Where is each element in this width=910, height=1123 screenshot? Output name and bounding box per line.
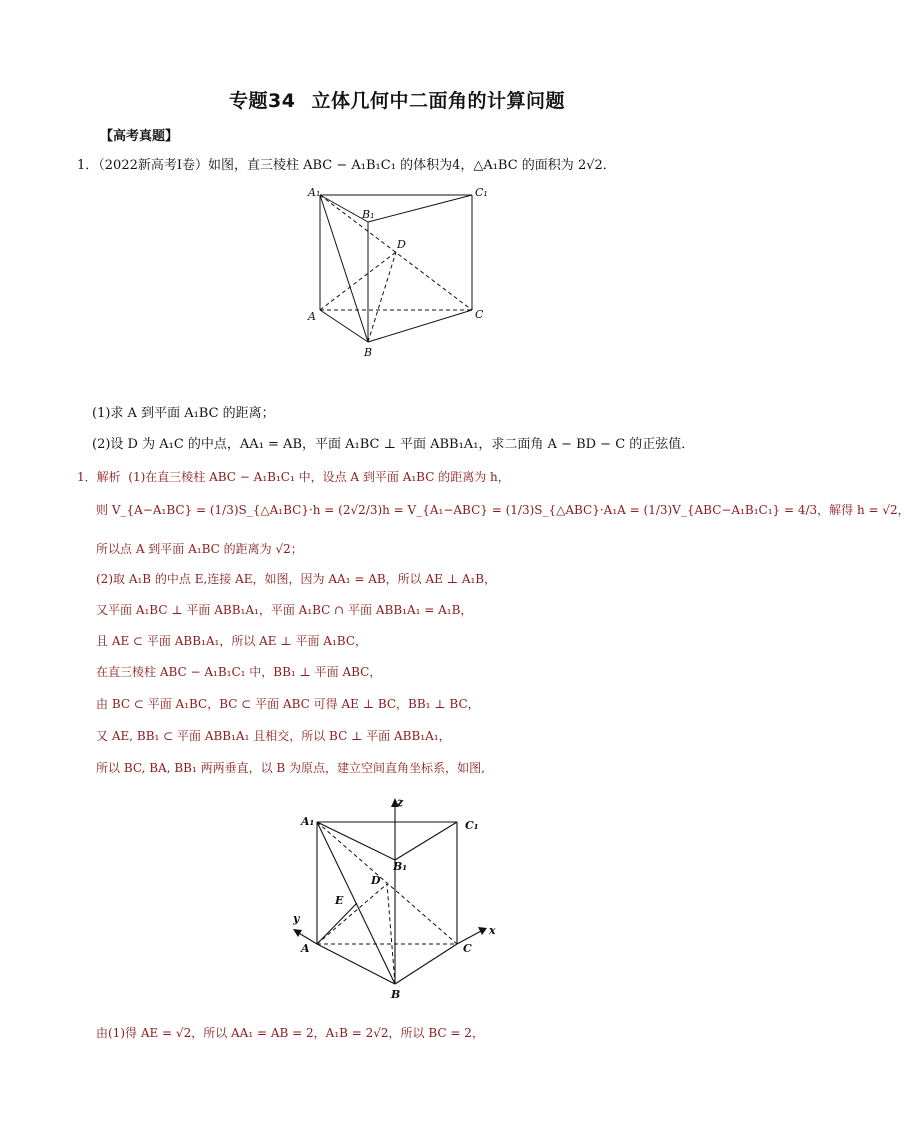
prism-figure-2 [285,792,505,1002]
prism-figure-1 [300,180,500,360]
axis-y-label: y [293,912,300,925]
title-text: 立体几何中二面角的计算问题 [311,90,565,112]
label2-C1: C₁ [465,819,479,832]
label-B: B [364,346,373,359]
solution-line-8: 由 BC ⊂ 平面 A₁BC，BC ⊂ 平面 ABC 可得 AE ⊥ BC，BB₁ ⊥ BC， [96,697,480,711]
section-heading: 【高考真题】 [100,129,179,144]
label2-E: E [335,894,344,907]
solution-line-6: 且 AE ⊂ 平面 ABB₁A₁，所以 AE ⊥ 平面 A₁BC， [96,634,367,648]
label-A: A [308,310,316,323]
solution-text-1: (1)在直三棱柱 ABC − A₁B₁C₁ 中，设点 A 到平面 A₁BC 的距离为 h， [128,470,510,484]
label2-D: D [371,874,381,887]
label-C1: C₁ [475,186,488,199]
solution-line-2: 则 V_{A−A₁BC} = (1/3)S_{△A₁BC}·h = (2√2/3)h = V_{A₁−ABC} = (1/3)S_{△ABC}·A₁A = (1/3)V_{ABC−A₁B₁C₁} = 4/3，解得 h = √2， [96,503,910,517]
label-B1: B₁ [362,208,375,221]
question-1: (1)求 A 到平面 A₁BC 的距离； [92,406,275,421]
solution-label: 1．解析 [77,470,121,484]
label2-B1: B₁ [393,860,408,873]
solution-line-9: 又 AE, BB₁ ⊂ 平面 ABB₁A₁ 且相交，所以 BC ⊥ 平面 ABB₁A₁， [96,729,451,743]
label-A1: A₁ [308,186,321,199]
solution-line-10: 所以 BC, BA, BB₁ 两两垂直，以 B 为原点，建立空间直角坐标系，如图, [96,761,485,775]
label2-B: B [391,988,401,1001]
solution-line-7: 在直三棱柱 ABC − A₁B₁C₁ 中，BB₁ ⊥ 平面 ABC， [96,665,382,679]
label-D: D [397,238,406,251]
page-title [0,86,794,113]
solution-line-1 [77,469,510,485]
title-number: 专题34 [229,90,296,112]
question-2: (2)设 D 为 A₁C 的中点，AA₁ = AB，平面 A₁BC ⊥ 平面 ABB₁A₁，求二面角 A − BD − C 的正弦值． [92,437,695,452]
problem-line-1: 1．（2022新高考Ⅰ卷）如图，直三棱柱 ABC − A₁B₁C₁ 的体积为4，△A₁BC 的面积为 2√2． [77,158,616,173]
solution-line-4: (2)取 A₁B 的中点 E,连接 AE，如图，因为 AA₁ = AB，所以 AE ⊥ A₁B， [96,572,497,586]
label2-A1: A₁ [301,815,315,828]
solution-line-3: 所以点 A 到平面 A₁BC 的距离为 √2； [96,542,303,556]
axis-z-label: z [397,796,404,809]
axis-x-label: x [489,924,496,937]
label2-A: A [301,942,310,955]
solution-line-5: 又平面 A₁BC ⊥ 平面 ABB₁A₁，平面 A₁BC ∩ 平面 ABB₁A₁ = A₁B， [96,603,473,617]
label-C: C [475,308,484,321]
solution-line-11: 由(1)得 AE = √2，所以 AA₁ = AB = 2，A₁B = 2√2，所以 BC = 2， [96,1026,484,1040]
label2-C: C [463,942,472,955]
